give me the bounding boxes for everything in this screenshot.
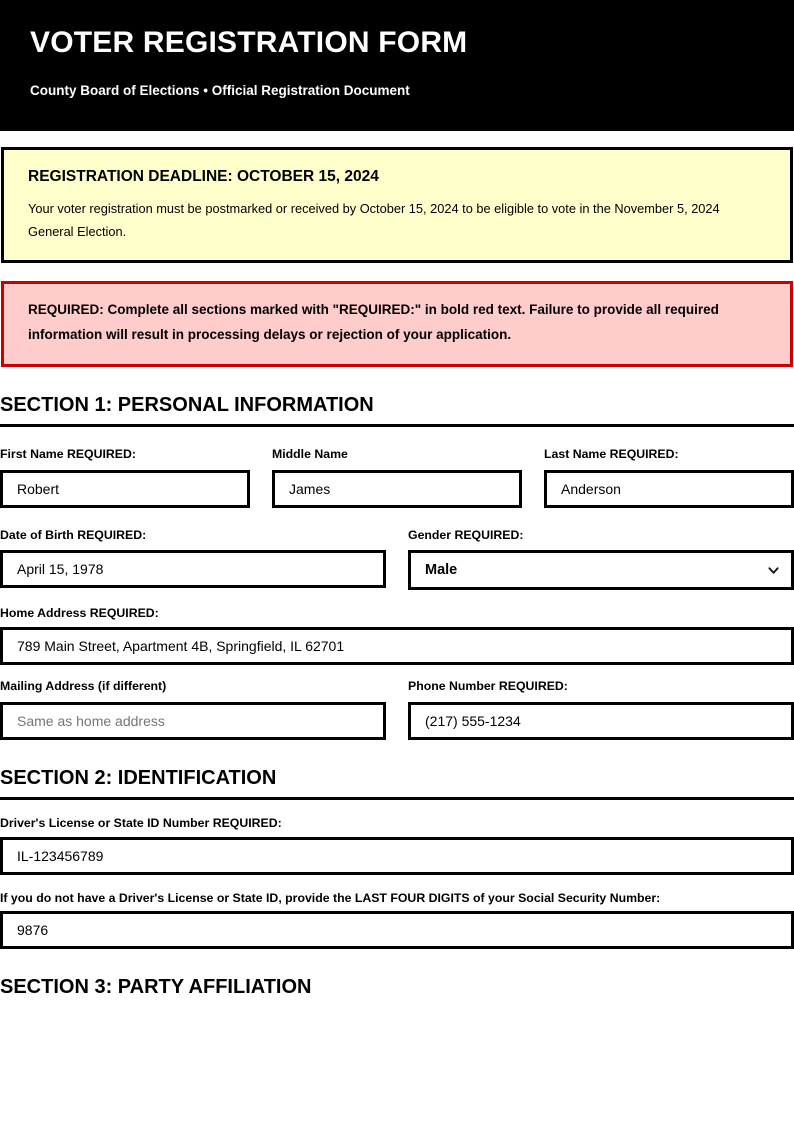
last-name-input[interactable]: Anderson [544,470,794,508]
first-name-input[interactable]: Robert [0,470,250,508]
section2-heading: SECTION 2: IDENTIFICATION [0,766,794,800]
ssn-field-group [0,891,794,950]
home-address-input[interactable]: 789 Main Street, Apartment 4B, Springfield, IL 62701 [0,627,794,665]
gender-select[interactable] [408,550,794,590]
section-identification [0,766,794,950]
deadline-notice-title: REGISTRATION DEADLINE: OCTOBER 15, 2024 [28,168,379,185]
middle-name-input[interactable]: James [272,470,522,508]
phone-number-input[interactable]: (217) 555-1234 [408,702,794,740]
name-fields-row [0,447,794,508]
deadline-notice [1,147,793,263]
last-name-field-group [544,447,794,508]
phone-number-label: Phone Number REQUIRED: [408,679,568,694]
section1-heading: SECTION 1: PERSONAL INFORMATION [0,393,794,427]
dob-gender-row [0,528,794,591]
date-of-birth-label: Date of Birth REQUIRED: [0,527,147,542]
mailing-address-field-group [0,679,386,740]
date-of-birth-input[interactable]: April 15, 1978 [0,550,386,588]
license-field-group [0,816,794,875]
license-label: Driver's License or State ID Number REQUIRED: [0,815,282,830]
page-title: VOTER REGISTRATION FORM [30,26,468,59]
gender-field-group [408,528,794,591]
home-address-field-group [0,606,794,665]
ssn-input[interactable]: 9876 [0,911,794,949]
ssn-label: If you do not have a Driver's License or State ID, provide the LAST FOUR DIGITS of your Social Security Number: [0,890,661,905]
first-name-field-group [0,447,250,508]
middle-name-label: Middle Name [272,446,348,461]
required-alert-text: REQUIRED: Complete all sections marked with "REQUIRED:" in bold red text. Failure to provide all required information will result in processing delays or rejection of your application. [28,301,719,342]
section-party-affiliation [0,975,794,999]
page-subtitle: County Board of Elections • Official Registration Document [30,83,410,98]
last-name-label: Last Name REQUIRED: [544,446,679,461]
chevron-down-icon [768,565,779,576]
gender-label: Gender REQUIRED: [408,527,524,542]
section3-heading: SECTION 3: PARTY AFFILIATION [0,976,312,999]
required-alert [1,281,793,367]
phone-number-field-group [408,679,794,740]
deadline-notice-body: Your voter registration must be postmarked or received by October 15, 2024 to be eligible to vote in the November 5, 2024 General Election. [28,200,720,240]
mailing-address-label: Mailing Address (if different) [0,679,167,694]
middle-name-field-group [272,447,522,508]
license-input[interactable]: IL-123456789 [0,837,794,875]
mailing-address-input[interactable]: Same as home address [0,702,386,740]
section-personal-information [0,393,794,740]
home-address-label: Home Address REQUIRED: [0,606,159,621]
mailing-phone-row [0,679,794,740]
first-name-label: First Name REQUIRED: [0,446,136,461]
page-header [0,0,794,131]
date-of-birth-field-group [0,528,386,591]
gender-select-value: Male [425,562,458,579]
